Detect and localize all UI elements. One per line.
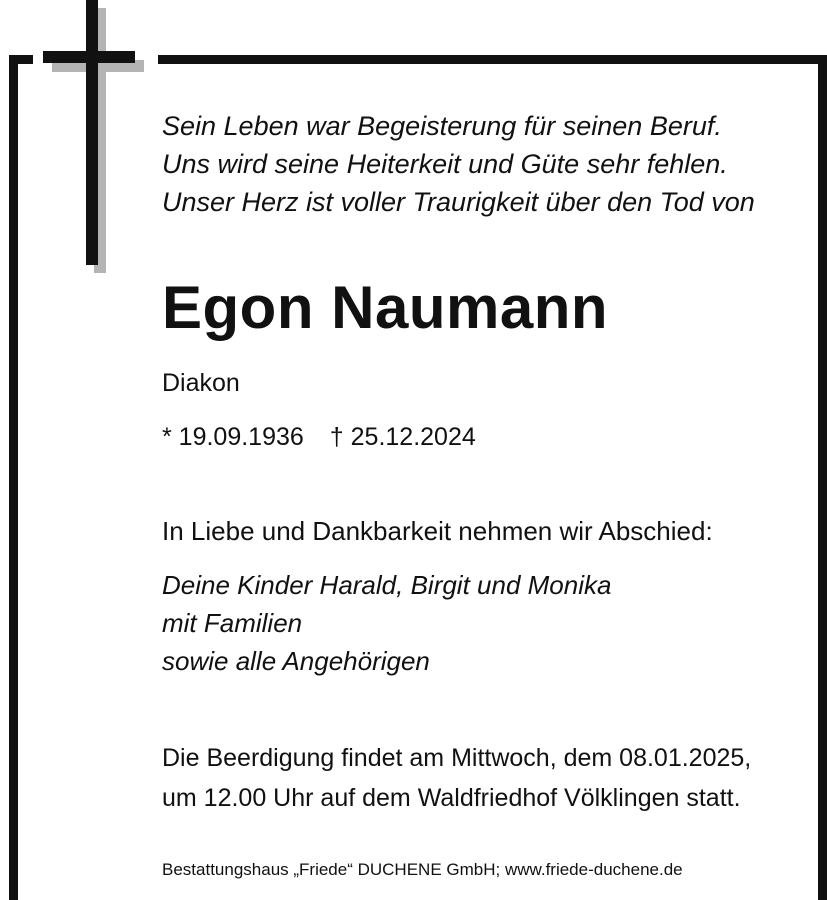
life-dates — [162, 420, 476, 454]
frame-right-edge — [818, 55, 827, 900]
family-line: Deine Kinder Harald, Birgit und Monika — [162, 570, 612, 600]
cross-icon — [0, 0, 160, 280]
funeral-line: um 12.00 Uhr auf dem Waldfriedhof Völklingen statt. — [162, 784, 741, 812]
funeral-home-footer: Bestattungshaus „Friede“ DUCHENE GmbH; www.friede-duchene.de — [162, 860, 683, 879]
family-list — [162, 566, 611, 680]
birth-date: * 19.09.1936 — [162, 423, 304, 451]
funeral-notice — [162, 738, 751, 818]
deceased-role: Diakon — [162, 369, 240, 397]
intro-line: Unser Herz ist voller Traurigkeit über den Tod von — [162, 187, 755, 217]
family-line: mit Familien — [162, 608, 303, 638]
intro-line: Uns wird seine Heiterkeit und Güte sehr fehlen. — [162, 149, 728, 179]
intro-text — [162, 107, 755, 221]
farewell-text: In Liebe und Dankbarkeit nehmen wir Abschied: — [162, 516, 713, 546]
deceased-name: Egon Naumann — [162, 274, 609, 341]
funeral-line: Die Beerdigung findet am Mittwoch, dem 08.01.2025, — [162, 744, 752, 772]
death-date: † 25.12.2024 — [329, 423, 476, 451]
frame-top-edge-right — [158, 55, 827, 64]
intro-line: Sein Leben war Begeisterung für seinen Beruf. — [162, 111, 722, 141]
family-line: sowie alle Angehörigen — [162, 646, 430, 676]
